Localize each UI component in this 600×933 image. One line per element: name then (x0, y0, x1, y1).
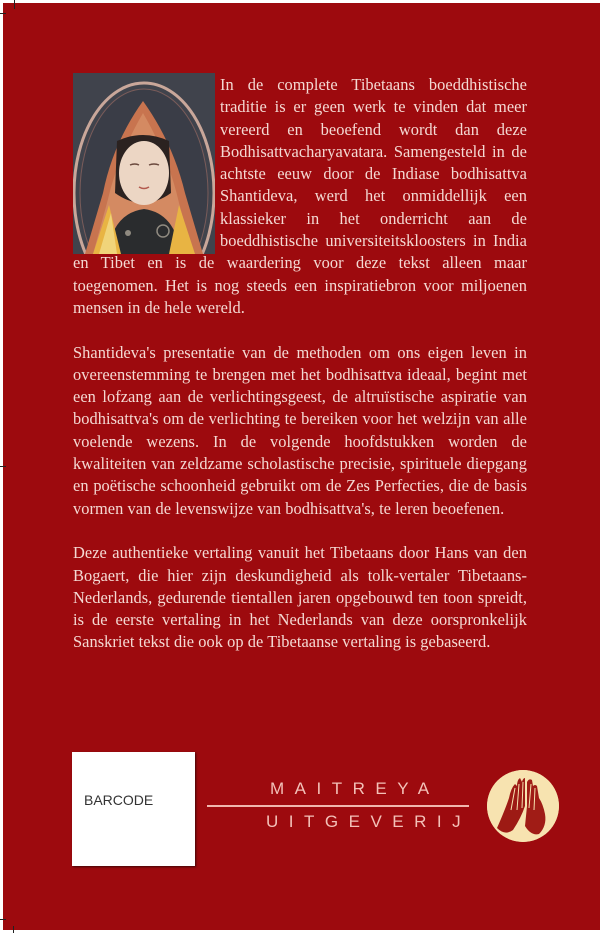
blurb-paragraph: Deze authentieke vertaling vanuit het Tibetaans door Hans van den Bogaert, die hier zijn deskundigheid als tolk-vertaler Tibetaans-Nederlands, gedurende tientallen jaren opgebouwd ten toon spreidt, is de eerste vertaling in het Nederlands van deze oorspronkelijk Sanskriet tekst die ook op de Tibetaanse vertaling is gebaseerd. (73, 543, 527, 652)
crop-mark-left-mid (0, 466, 6, 467)
blurb-text (73, 74, 527, 676)
portrait-spacer (73, 74, 220, 250)
barcode-label: BARCODE (84, 792, 154, 808)
crop-mark-top-left-h (0, 13, 6, 14)
barcode-placeholder (72, 752, 195, 866)
crop-mark-bottom-left-v (13, 926, 14, 933)
blurb-paragraph: In de complete Tibetaans boeddhistische traditie is er geen werk te vinden dat meer vereerd en beoefend wordt dan deze Bodhisattvacharyavatara. Samengesteld in de achtste eeuw door de Indiase bodhisattva Shantideva, werd het onmiddellijk een klassieker in het onderricht aan de boeddhistische universiteitskloosters in India en Tibet en is de waardering voor deze tekst alleen maar toegenomen. Het is nog steeds een inspiratiebron voor miljoenen mensen in de hele wereld. (73, 75, 527, 317)
blurb-paragraph: Shantideva's presentatie van de methoden om ons eigen leven in overeenstemming te brengen met het bodhisattva ideaal, begint met een lofzang aan de verlichtingsgeest, de altruïstische aspiratie van bodhisattva's om de verlichting te bereiken voor het welzijn van alle voelende wezens. In de volgende hoofdstukken worden de kwaliteiten van zeldzame scholastische precisie, spirituele diepgang en poëtische schoonheid gebruikt om de Zes Perfecties, die de basis vormen van de levenswijze van bodhisattva's, te leren beoefenen. (73, 342, 527, 518)
crop-mark-top-left-v (14, 0, 15, 9)
praying-hands-icon (487, 770, 559, 842)
publisher-name: MAITREYA (270, 779, 440, 798)
publisher-logo (487, 770, 559, 842)
publisher-divider (207, 805, 469, 807)
crop-mark-bottom-left-h (0, 919, 6, 920)
publisher-subtitle: UITGEVERIJ (266, 812, 472, 831)
